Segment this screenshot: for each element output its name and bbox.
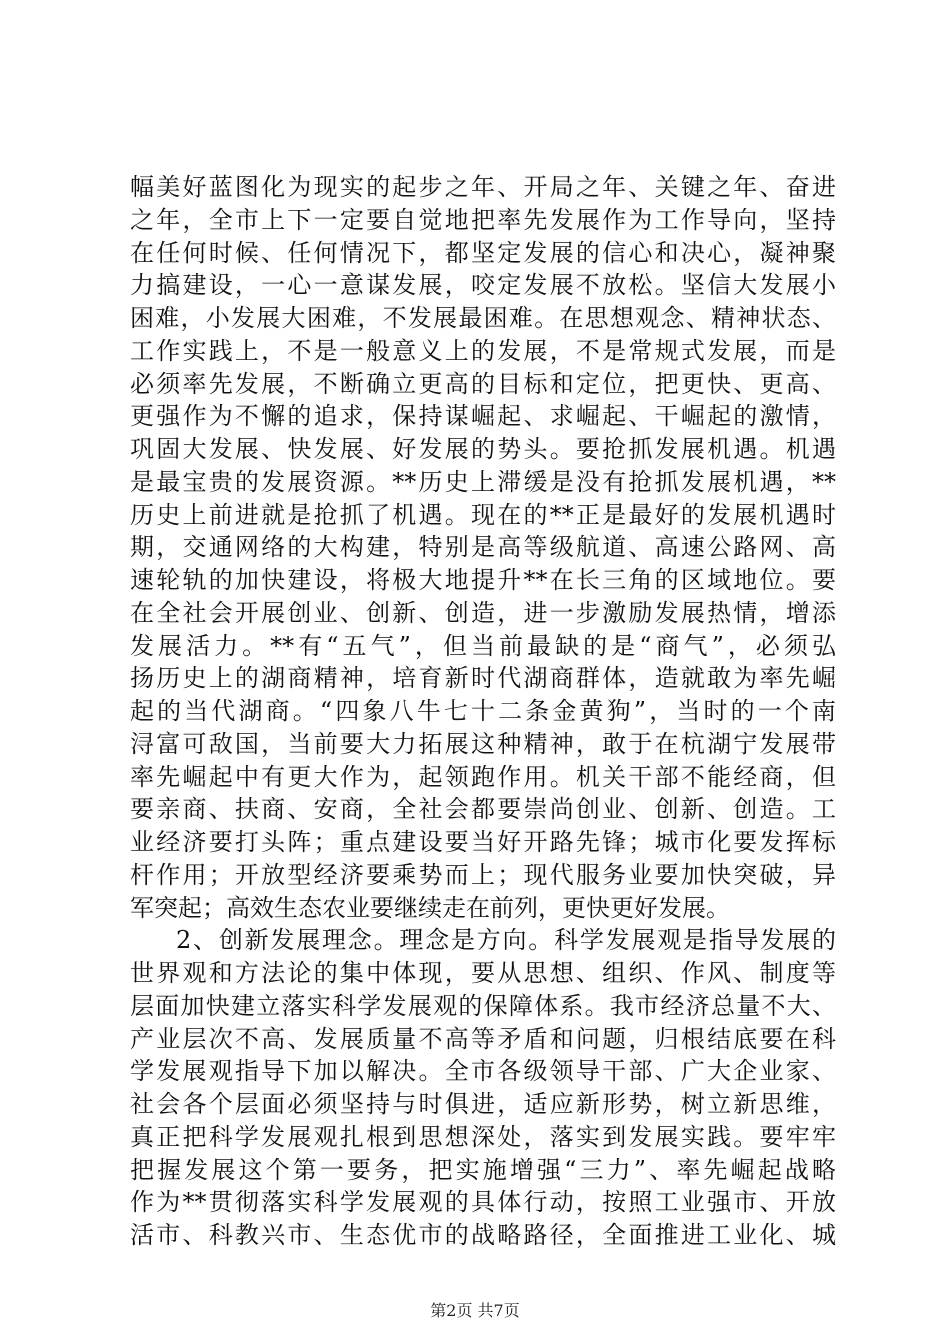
page-number-footer: 第2页 共7页 [430,1301,520,1320]
text-line: 真正把科学发展观扎根到思想深处，落实到发展实践。要牢牢 [130,1122,836,1151]
text-line: 层面加快建立落实科学发展观的保障体系。我市经济总量不大、 [130,991,836,1020]
text-line: 之年，全市上下一定要自觉地把率先发展作为工作导向，坚持 [130,205,836,234]
text-line: 率先崛起中有更大作为，起领跑作用。机关干部不能经商，但 [130,762,836,791]
text-line: 工作实践上，不是一般意义上的发展，不是常规式发展，而是 [130,336,836,365]
text-line: 扬历史上的湖商精神，培育新时代湖商群体，造就敢为率先崛 [130,664,836,693]
text-line: 困难，小发展大困难，不发展最困难。在思想观念、精神状态、 [130,304,836,332]
text-line: 要亲商、扶商、安商，全社会都要崇尚创业、创新、创造。工 [130,795,836,824]
text-line: 是最宝贵的发展资源。**历史上滞缓是没有抢抓发展机遇，** [130,467,836,496]
text-line: 作为**贯彻落实科学发展观的具体行动，按照工业强市、开放 [130,1188,836,1217]
text-line: 杆作用；开放型经济要乘势而上；现代服务业要加快突破，异 [130,860,836,889]
text-line: 活市、科教兴市、生态优市的战略路径，全面推进工业化、城 [130,1221,836,1249]
text-line: 在任何时候、任何情况下，都坚定发展的信心和决心，凝神聚 [130,238,836,267]
text-line: 巩固大发展、快发展、好发展的势头。要抢抓发展机遇。机遇 [130,435,836,463]
document-body [130,171,836,1252]
text-line: 发展活力。**有“五气”，但当前最缺的是“商气”，必须弘 [130,631,836,660]
text-line: 期，交通网络的大构建，特别是高等级航道、高速公路网、高 [130,533,836,562]
text-line: 产业层次不高、发展质量不高等矛盾和问题，归根结底要在科 [130,1024,836,1053]
text-line: 军突起；高效生态农业要继续走在前列，更快更好发展。 [130,893,730,922]
text-line: 起的当代湖商。“四象八牛七十二条金黄狗”，当时的一个南 [130,697,836,725]
text-line: 速轮轨的加快建设，将极大地提升**在长三角的区域地位。要 [130,566,836,594]
text-line: 幅美好蓝图化为现实的起步之年、开局之年、关键之年、奋进 [130,173,836,201]
text-line: 社会各个层面必须坚持与时俱进，适应新形势，树立新思维， [130,1090,836,1118]
text-line: 在全社会开展创业、创新、创造，进一步激励发展热情，增添 [130,598,836,627]
text-line: 更强作为不懈的追求，保持谋崛起、求崛起、干崛起的激情， [130,402,836,431]
paragraph-start-line: 2、创新发展理念。理念是方向。科学发展观是指导发展的 [176,926,836,955]
text-line: 学发展观指导下加以解决。全市各级领导干部、广大企业家、 [130,1057,836,1086]
text-line: 浔富可敌国，当前要大力拓展这种精神，敢于在杭湖宁发展带 [130,729,836,758]
text-line: 把握发展这个第一要务，把实施增强“三力”、率先崛起战略 [130,1155,836,1184]
text-line: 世界观和方法论的集中体现，要从思想、组织、作风、制度等 [130,959,836,987]
text-line: 业经济要打头阵；重点建设要当好开路先锋；城市化要发挥标 [130,828,836,856]
text-line: 历史上前进就是抢抓了机遇。现在的**正是最好的发展机遇时 [130,500,836,529]
text-line: 必须率先发展，不断确立更高的目标和定位，把更快、更高、 [130,369,836,398]
text-line: 力搞建设，一心一意谋发展，咬定发展不放松。坚信大发展小 [130,271,836,300]
